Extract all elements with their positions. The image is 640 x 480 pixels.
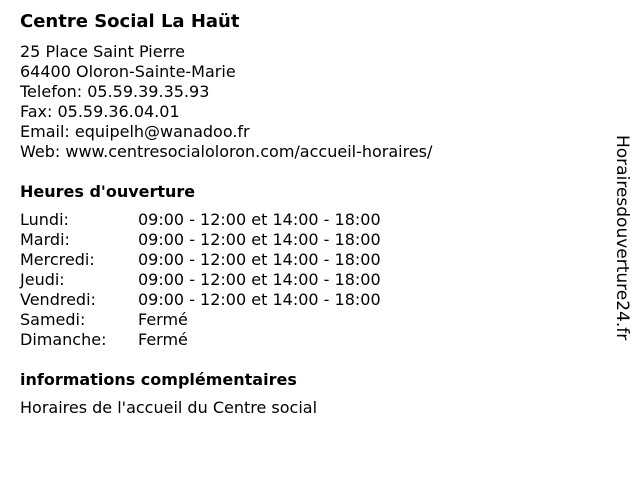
email-address: Email: equipelh@wanadoo.fr <box>20 122 250 141</box>
hours-row-tuesday <box>20 230 610 250</box>
hours-row-friday <box>20 290 610 310</box>
hours-time: 09:00 - 12:00 et 14:00 - 18:00 <box>138 250 381 269</box>
hours-row-wednesday <box>20 250 610 270</box>
opening-hours-heading: Heures d'ouverture <box>20 182 196 201</box>
hours-day: Dimanche: <box>20 330 107 349</box>
hours-day: Lundi: <box>20 210 69 229</box>
hours-day: Mercredi: <box>20 250 95 269</box>
business-card <box>20 10 610 418</box>
business-name: Centre Social La Haüt <box>20 11 240 32</box>
hours-row-sunday <box>20 330 610 350</box>
hours-day: Jeudi: <box>20 270 65 289</box>
fax-number: Fax: 05.59.36.04.01 <box>20 102 180 121</box>
hours-row-saturday <box>20 310 610 330</box>
hours-time: Fermé <box>138 330 188 349</box>
hours-time: 09:00 - 12:00 et 14:00 - 18:00 <box>138 270 381 289</box>
address-city: 64400 Oloron-Sainte-Marie <box>20 62 236 81</box>
hours-time: 09:00 - 12:00 et 14:00 - 18:00 <box>138 290 381 309</box>
hours-row-thursday <box>20 270 610 290</box>
extra-info-heading: informations complémentaires <box>20 370 297 389</box>
hours-day: Samedi: <box>20 310 86 329</box>
address-street: 25 Place Saint Pierre <box>20 42 185 61</box>
opening-hours-table <box>20 210 610 350</box>
hours-time: 09:00 - 12:00 et 14:00 - 18:00 <box>138 210 381 229</box>
brand-watermark: Horairesdouverture24.fr <box>612 135 632 341</box>
website-url: Web: www.centresocialoloron.com/accueil-horaires/ <box>20 142 433 161</box>
hours-time: 09:00 - 12:00 et 14:00 - 18:00 <box>138 230 381 249</box>
hours-day: Mardi: <box>20 230 70 249</box>
hours-row-monday <box>20 210 610 230</box>
hours-time: Fermé <box>138 310 188 329</box>
extra-info-text: Horaires de l'accueil du Centre social <box>20 398 318 417</box>
phone-number: Telefon: 05.59.39.35.93 <box>20 82 210 101</box>
hours-day: Vendredi: <box>20 290 96 309</box>
